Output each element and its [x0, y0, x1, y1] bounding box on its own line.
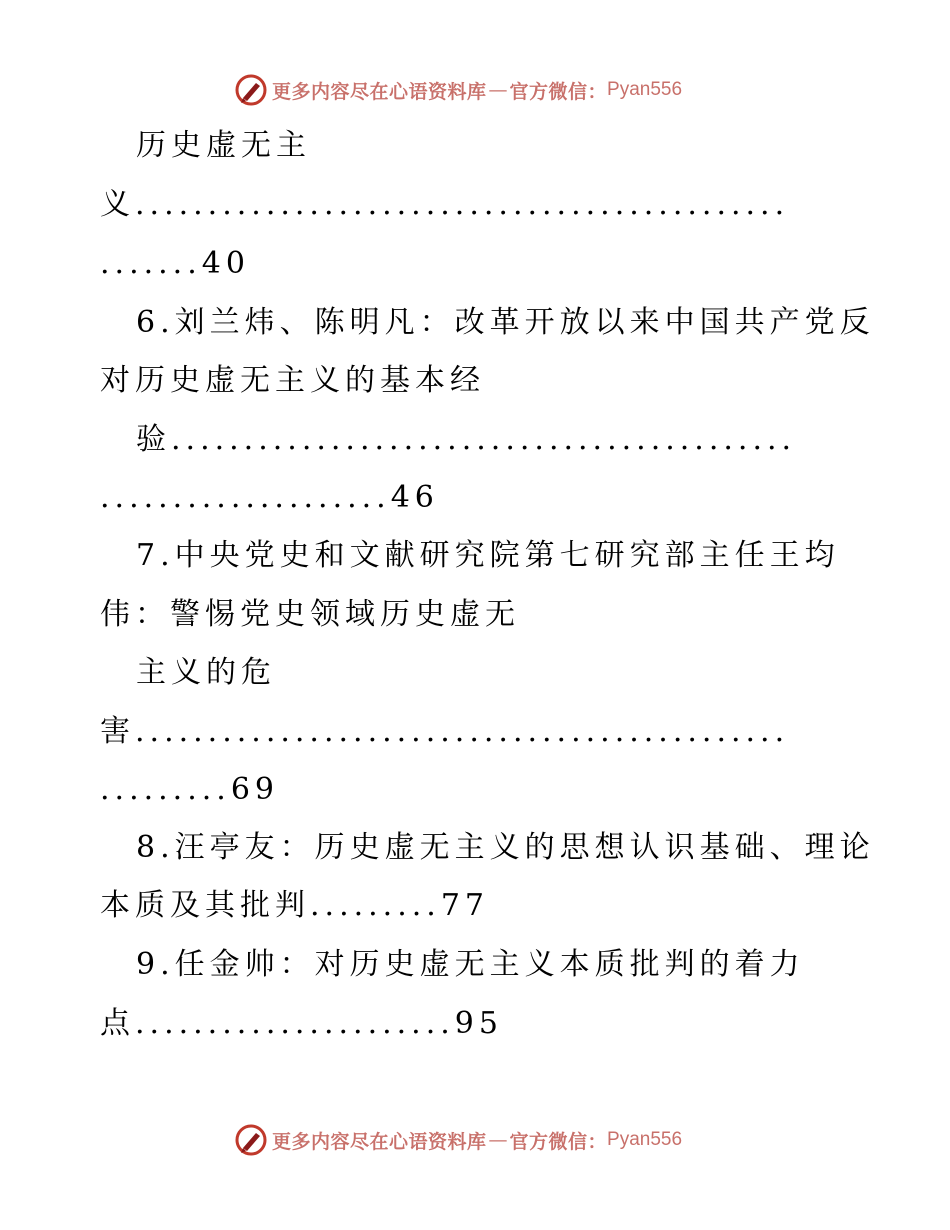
toc-line: .........69: [100, 772, 279, 807]
pen-logo-icon: [234, 1123, 268, 1157]
toc-line: 历史虚无主: [136, 128, 311, 163]
pen-logo-icon: [234, 73, 268, 107]
toc-line: 6.刘兰炜、陈明凡：改革开放以来中国共产党反: [136, 305, 875, 340]
banner-separator: —: [488, 79, 508, 101]
header-banner: [234, 72, 682, 108]
toc-line: 伟：警惕党史领域历史虚无: [100, 597, 520, 632]
toc-line: 9.任金帅：对历史虚无主义本质批判的着力: [136, 947, 805, 982]
toc-line: .......40: [100, 246, 250, 281]
toc-line: 本质及其批判.........77: [100, 888, 489, 923]
toc-line: 7.中央党史和文献研究院第七研究部主任王均: [136, 538, 840, 573]
toc-line: 点......................95: [100, 1006, 503, 1041]
toc-line: 验...........................................: [136, 422, 797, 457]
footer-banner: [234, 1122, 682, 1158]
toc-line: 8.汪亭友：历史虚无主义的思想认识基础、理论: [136, 830, 875, 865]
banner-label: 官方微信：: [509, 80, 608, 103]
banner-title: 更多内容尽在心语资料库: [272, 1130, 487, 1153]
toc-line: 义.............................................: [100, 187, 790, 222]
toc-line: 害.............................................: [100, 714, 790, 749]
banner-separator: —: [488, 1129, 508, 1151]
banner-label: 官方微信：: [509, 1130, 608, 1153]
banner-title: 更多内容尽在心语资料库: [272, 80, 487, 103]
banner-account: Pyan556: [607, 1129, 683, 1150]
banner-account: Pyan556: [607, 79, 683, 100]
toc-line: 对历史虚无主义的基本经: [100, 363, 485, 398]
toc-line: 主义的危: [136, 655, 276, 690]
toc-line: ....................46: [100, 480, 439, 515]
